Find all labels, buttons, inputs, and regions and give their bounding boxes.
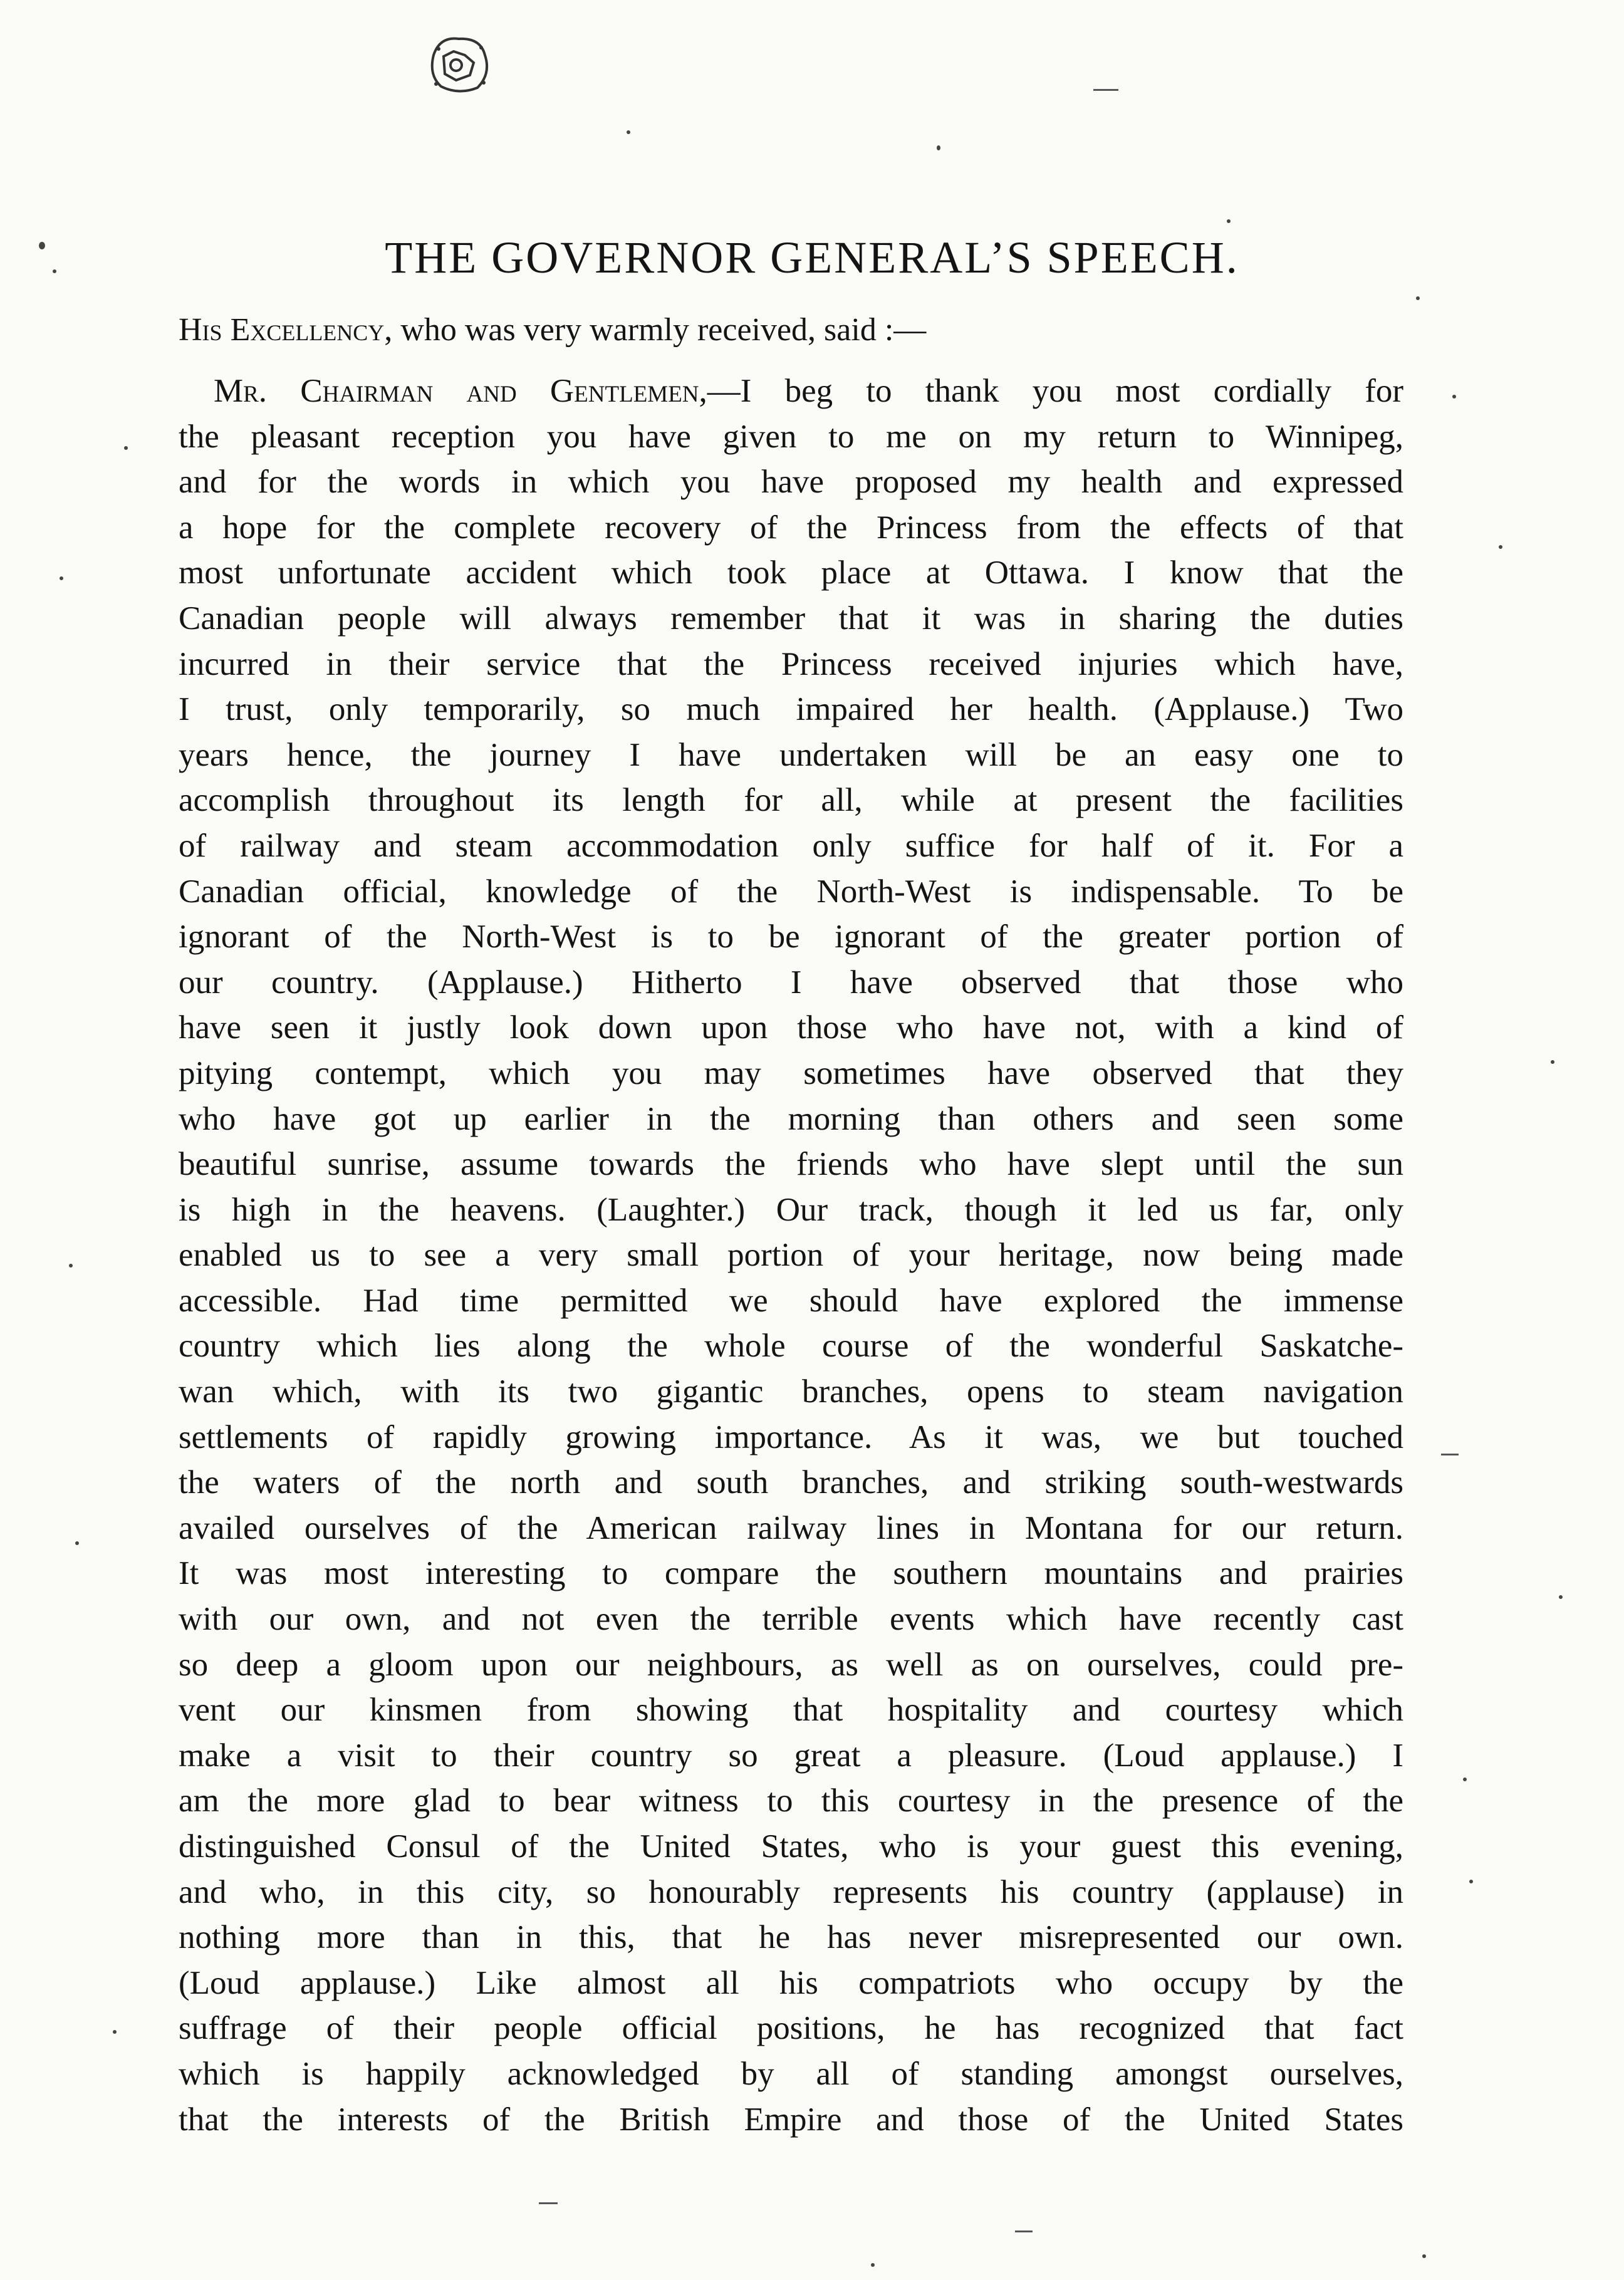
salutation: Mr. Chairman and Gentlemen, — [214, 373, 707, 409]
scan-speck — [60, 576, 63, 580]
speech-body — [179, 368, 1403, 2142]
speech-line: vent our kinsmen from showing that hospitality and courtesy which — [179, 1692, 1403, 1729]
speech-line: the pleasant reception you have given to me on my return to Winnipeg, — [179, 418, 1403, 455]
scan-speck — [75, 1541, 79, 1545]
speech-line: accessible. Had time permitted we should have explored the immense — [179, 1282, 1403, 1319]
speech-line: (Loud applause.) Like almost all his compatriots who occupy by the — [179, 1964, 1403, 2001]
speech-line: have seen it justly look down upon those who have not, with a kind of — [179, 1009, 1403, 1046]
speech-line: Canadian people will always remember that it was in sharing the duties — [179, 600, 1403, 637]
speech-line: pitying contempt, which you may sometimes have observed that they — [179, 1054, 1403, 1091]
scan-speck — [539, 2202, 558, 2204]
speech-line: of railway and steam accommodation only suffice for half of it. For a — [179, 827, 1403, 864]
scan-speck — [69, 1264, 73, 1268]
speech-line: nothing more than in this, that he has never misrepresented our own. — [179, 1919, 1403, 1956]
library-stamp-icon — [421, 30, 496, 99]
speech-line: It was most interesting to compare the southern mountains and prairies — [179, 1555, 1403, 1592]
speech-line: beautiful sunrise, assume towards the friends who have slept until the sun — [179, 1146, 1403, 1183]
scan-speck — [1093, 89, 1118, 91]
speech-line: accomplish throughout its length for all, while at present the facilities — [179, 782, 1403, 819]
speech-line: and who, in this city, so honourably represents his country (applause) in — [179, 1873, 1403, 1910]
scan-speck — [53, 269, 56, 273]
speech-line: country which lies along the whole course of the wonderful Saskatche- — [179, 1328, 1403, 1365]
scan-speck — [1227, 219, 1231, 223]
speech-line: who have got up earlier in the morning than others and seen some — [179, 1100, 1403, 1137]
intro-line — [179, 311, 926, 348]
speech-line: wan which, with its two gigantic branches, opens to steam navigation — [179, 1373, 1403, 1410]
speech-line: years hence, the journey I have undertaken will be an easy one to — [179, 736, 1403, 773]
speech-line: ignorant of the North-West is to be ignorant of the greater portion of — [179, 919, 1403, 955]
scan-speck — [39, 242, 45, 249]
speech-line: which is happily acknowledged by all of standing amongst ourselves, — [179, 2055, 1403, 2092]
scan-speck — [124, 446, 128, 450]
speech-line: Canadian official, knowledge of the North-West is indispensable. To be — [179, 873, 1403, 910]
speech-line: is high in the heavens. (Laughter.) Our track, though it led us far, only — [179, 1191, 1403, 1228]
scan-speck — [1422, 2254, 1426, 2258]
scan-speck — [1463, 1778, 1467, 1781]
speech-line: so deep a gloom upon our neighbours, as well as on ourselves, could pre- — [179, 1646, 1403, 1683]
scan-speck — [113, 2030, 117, 2034]
intro-text: who was very warmly received, said :— — [392, 312, 927, 348]
scan-speck — [627, 130, 630, 134]
speech-line: settlements of rapidly growing importance. As it was, we but touched — [179, 1418, 1403, 1455]
speech-line: availed ourselves of the American railway lines in Montana for our return. — [179, 1509, 1403, 1546]
scan-speck — [1469, 1880, 1473, 1883]
scan-speck — [1559, 1595, 1563, 1599]
first-line-text: —I beg to thank you most cordially for — [707, 373, 1403, 409]
speech-line: that the interests of the British Empire and those of the United States — [179, 2101, 1403, 2138]
speech-line: I trust, only temporarily, so much impaired her health. (Applause.) Two — [179, 691, 1403, 728]
speech-line: the waters of the north and south branches, and striking south-westwards — [179, 1464, 1403, 1501]
speech-line: suffrage of their people official positions, he has recognized that fact — [179, 2010, 1403, 2047]
scan-speck — [871, 2263, 875, 2267]
page-title: THE GOVERNOR GENERAL’S SPEECH. — [385, 232, 1239, 283]
speech-line: a hope for the complete recovery of the Princess from the effects of that — [179, 509, 1403, 546]
scan-speck — [1015, 2231, 1033, 2232]
speech-line: make a visit to their country so great a pleasure. (Loud applause.) I — [179, 1737, 1403, 1774]
speech-line: and for the words in which you have proposed my health and expressed — [179, 464, 1403, 501]
scan-speck — [1452, 395, 1456, 398]
speech-line: with our own, and not even the terrible events which have recently cast — [179, 1601, 1403, 1638]
scan-speck — [937, 145, 940, 150]
speech-line: distinguished Consul of the United States, who is your guest this evening, — [179, 1828, 1403, 1865]
scan-speck — [1499, 545, 1502, 549]
speaker-name: His Excellency, — [179, 312, 393, 348]
scan-speck — [1551, 1060, 1554, 1064]
speech-line: incurred in their service that the Princess received injuries which have, — [179, 645, 1403, 682]
scan-speck — [1441, 1454, 1459, 1455]
speech-line: most unfortunate accident which took place at Ottawa. I know that the — [179, 554, 1403, 591]
speech-line: enabled us to see a very small portion of your heritage, now being made — [179, 1237, 1403, 1274]
scan-speck — [1416, 296, 1420, 300]
speech-first-line — [179, 368, 1403, 414]
speech-line: our country. (Applause.) Hitherto I have observed that those who — [179, 964, 1403, 1001]
speech-line: am the more glad to bear witness to this courtesy in the presence of the — [179, 1783, 1403, 1819]
